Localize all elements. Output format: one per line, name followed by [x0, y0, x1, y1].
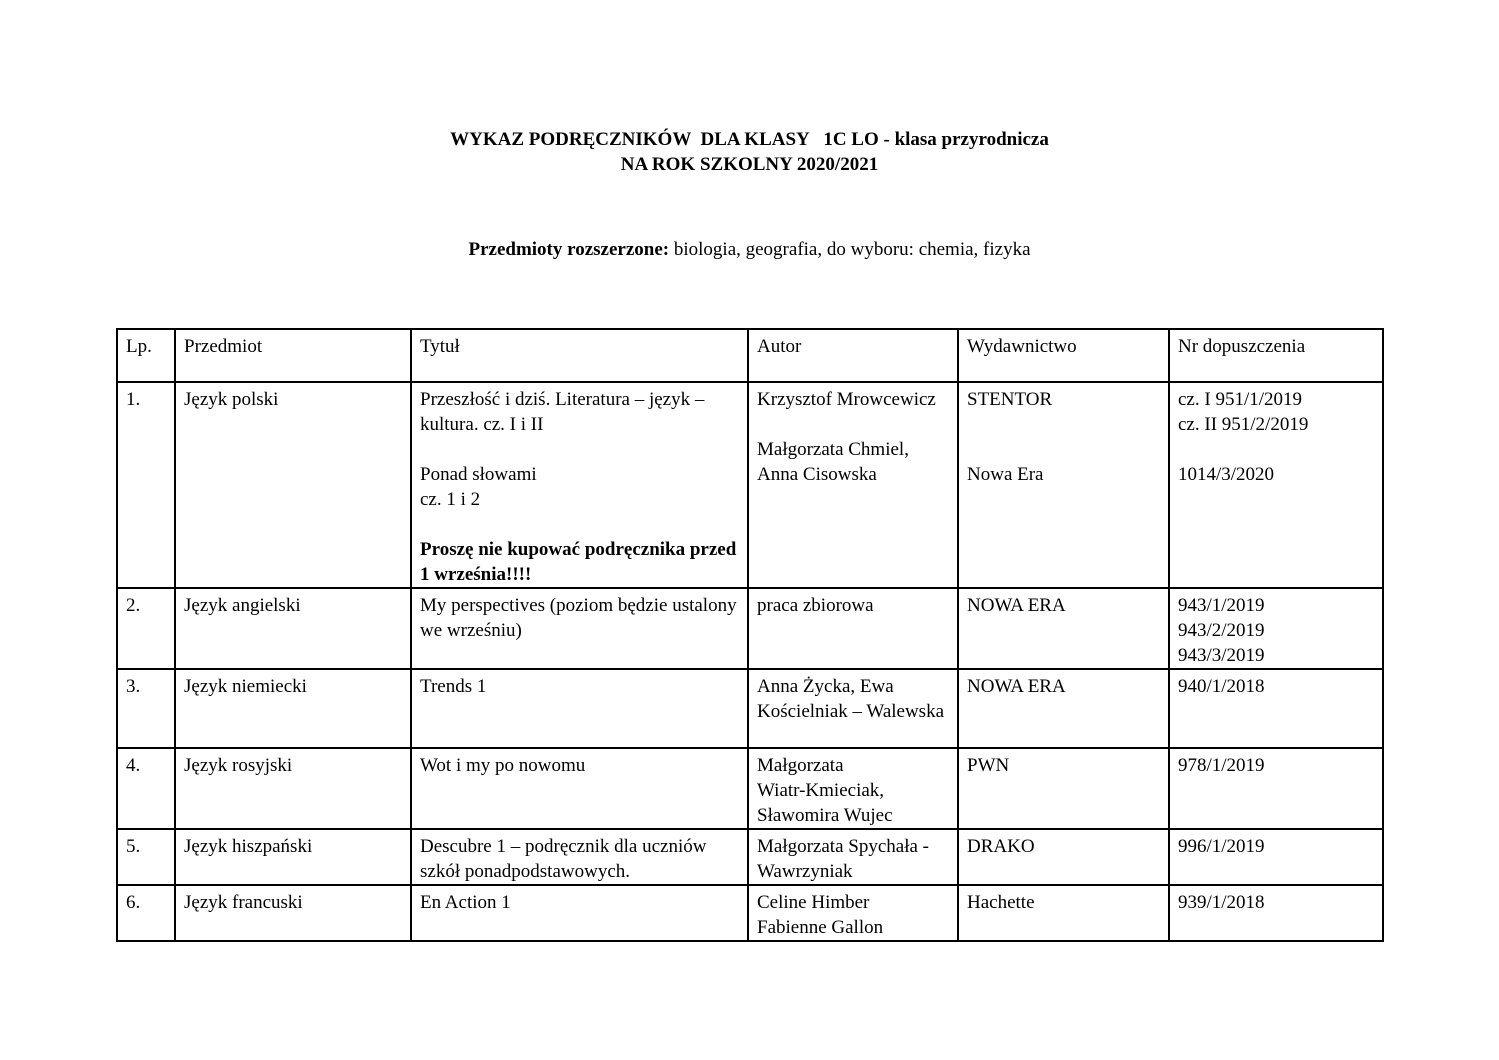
- publisher-text: STENTOR: [967, 389, 1053, 410]
- cell-subject: Język polski: [175, 382, 411, 588]
- cell-approval-number: 996/1/2019: [1169, 829, 1383, 885]
- table-row: [117, 829, 1383, 885]
- cell-publisher: DRAKO: [958, 829, 1169, 885]
- document-title: [0, 127, 1499, 177]
- cell-approval-number: 939/1/2018: [1169, 885, 1383, 941]
- cell-lp: 4.: [117, 748, 175, 829]
- author-text: Krzysztof Mrowcewicz: [757, 389, 936, 410]
- cell-title: Trends 1: [411, 669, 748, 748]
- cell-author: [748, 748, 958, 829]
- header-title: Tytuł: [411, 329, 748, 382]
- cell-title: [411, 382, 748, 588]
- cell-publisher: PWN: [958, 748, 1169, 829]
- purchase-note: Proszę nie kupować podręcznika przed 1 września!!!!: [420, 539, 742, 585]
- cell-approval-number: [1169, 588, 1383, 669]
- author-text: Sławomira Wujec: [757, 805, 893, 826]
- cell-publisher: NOWA ERA: [958, 669, 1169, 748]
- title-line-2: NA ROK SZKOLNY 2020/2021: [620, 154, 879, 175]
- header-approval-number: Nr dopuszczenia: [1169, 329, 1383, 382]
- header-author: Autor: [748, 329, 958, 382]
- cell-publisher: Hachette: [958, 885, 1169, 941]
- cell-lp: 1.: [117, 382, 175, 588]
- table-row: [117, 382, 1383, 588]
- extended-subjects-label: Przedmioty rozszerzone:: [468, 239, 670, 260]
- approval-number-text: cz. I 951/1/2019: [1178, 389, 1303, 410]
- approval-number-text: cz. II 951/2/2019: [1178, 414, 1309, 435]
- cell-author: Anna Życka, Ewa Kościelniak – Walewska: [748, 669, 958, 748]
- title-text: Ponad słowami: [420, 464, 537, 485]
- cell-lp: 6.: [117, 885, 175, 941]
- cell-author: [748, 382, 958, 588]
- header-subject: Przedmiot: [175, 329, 411, 382]
- cell-title: My perspectives (poziom będzie ustalony we wrześniu): [411, 588, 748, 669]
- cell-lp: 3.: [117, 669, 175, 748]
- cell-lp: 2.: [117, 588, 175, 669]
- approval-number-text: 943/2/2019: [1178, 620, 1265, 641]
- extended-subjects-text: biologia, geografia, do wyboru: chemia, fizyka: [669, 239, 1031, 260]
- approval-number-text: 1014/3/2020: [1178, 464, 1275, 485]
- title-text: Przeszłość i dziś. Literatura – język – kultura. cz. I i II: [420, 389, 710, 435]
- extended-subjects: [0, 237, 1499, 262]
- publisher-text: Nowa Era: [967, 464, 1044, 485]
- cell-subject: Język angielski: [175, 588, 411, 669]
- header-lp: Lp.: [117, 329, 175, 382]
- textbook-table: [116, 328, 1384, 942]
- cell-author: praca zbiorowa: [748, 588, 958, 669]
- cell-subject: Język hiszpański: [175, 829, 411, 885]
- author-text: Małgorzata Chmiel, Anna Cisowska: [757, 439, 913, 485]
- cell-title: Wot i my po nowomu: [411, 748, 748, 829]
- author-text: Małgorzata: [757, 755, 844, 776]
- cell-publisher: [958, 382, 1169, 588]
- approval-number-text: 943/1/2019: [1178, 595, 1265, 616]
- cell-subject: Język rosyjski: [175, 748, 411, 829]
- cell-subject: Język niemiecki: [175, 669, 411, 748]
- table-header-row: [117, 329, 1383, 382]
- cell-approval-number: [1169, 382, 1383, 588]
- cell-approval-number: 940/1/2018: [1169, 669, 1383, 748]
- author-text: Wiatr-Kmieciak,: [757, 780, 885, 801]
- table-row: [117, 885, 1383, 941]
- cell-approval-number: 978/1/2019: [1169, 748, 1383, 829]
- author-text: Celine Himber: [757, 892, 870, 913]
- cell-subject: Język francuski: [175, 885, 411, 941]
- cell-lp: 5.: [117, 829, 175, 885]
- table-row: [117, 588, 1383, 669]
- cell-title: Descubre 1 – podręcznik dla uczniów szkół ponadpodstawowych.: [411, 829, 748, 885]
- table-row: [117, 669, 1383, 748]
- header-publisher: Wydawnictwo: [958, 329, 1169, 382]
- title-text: cz. 1 i 2: [420, 489, 481, 510]
- cell-publisher: NOWA ERA: [958, 588, 1169, 669]
- cell-author: Małgorzata Spychała - Wawrzyniak: [748, 829, 958, 885]
- title-line-1: WYKAZ PODRĘCZNIKÓW DLA KLASY 1C LO - klasa przyrodnicza: [450, 129, 1049, 150]
- cell-author: [748, 885, 958, 941]
- author-text: Fabienne Gallon: [757, 917, 884, 938]
- table-row: [117, 748, 1383, 829]
- cell-title: En Action 1: [411, 885, 748, 941]
- approval-number-text: 943/3/2019: [1178, 645, 1265, 666]
